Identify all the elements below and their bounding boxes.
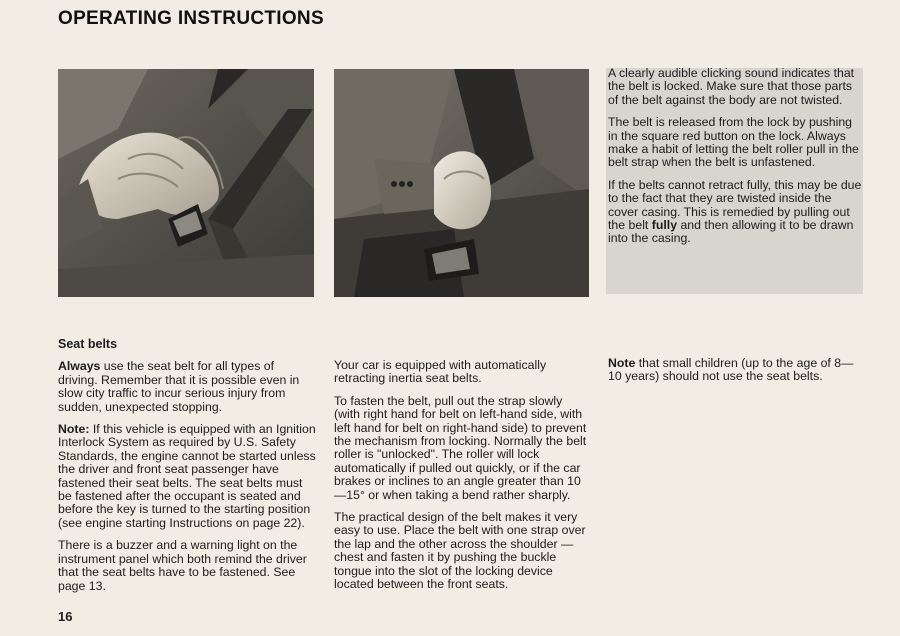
paragraph-retract: If the belts cannot retract fully, this may be due to the fact that they are twisted inside the cover casing. This is remedied by pulling out the belt fully and then allowing it to be drawn into the casing. <box>608 177 862 246</box>
paragraph-fasten: To fasten the belt, pull out the strap slowly (with right hand for belt on left-hand side, with left hand for belt on right-hand side) to prevent the mechanism from locking. Normally the belt roller is "unlocked". The roller will lock automatically if pulled out quickly, or if the car brakes or inclines to an angle greater than 10—15° or when taking a bend rather sharply. <box>334 393 587 502</box>
paragraph-equipped: Your car is equipped with automatically retracting inertia seat belts. <box>334 358 547 386</box>
page-title: OPERATING INSTRUCTIONS <box>58 8 324 29</box>
paragraph-buzzer: There is a buzzer and a warning light on the instrument panel which both remind the driver that the seat belts have to be fastened. See page 13. <box>58 538 307 593</box>
paragraph-releasing: The belt is released from the lock by pushing in the square red button on the lock. Always make a habit of letting the belt roller pull in the belt strap when the belt is unfastened. <box>608 115 859 170</box>
photo-fastening-belt <box>58 69 314 297</box>
photo-releasing-belt <box>334 69 589 297</box>
page-number: 16 <box>58 609 73 624</box>
paragraph-locking: A clearly audible clicking sound indicates that the belt is locked. Make sure that those parts of the belt against the body are not twisted. <box>608 66 855 107</box>
paragraph-note-interlock: Note: If this vehicle is equipped with an Ignition Interlock System as required by U.S. Safety Standards, the engine cannot be started unless the driver and front seat passenger have fastened their seat belts. The seat belts must be fastened after the occupant is seated and before the key is turned to the starting position (see engine starting Instructions on page 22). <box>58 422 316 530</box>
left-column <box>58 338 316 593</box>
right-column-bottom <box>608 357 866 393</box>
paragraph-design: The practical design of the belt makes it very easy to use. Place the belt with one strap over the lap and the other across the shoulder — chest and fasten it by pushing the buckle tongue into the slot of the locking device located between the front seats. <box>334 510 586 592</box>
section-heading: Seat belts <box>58 337 118 351</box>
right-column-top <box>608 67 862 255</box>
paragraph-always: Always use the seat belt for all types of driving. Remember that it is possible even in slow city traffic to incur serious injury from sudden, unexpected stopping. <box>58 359 300 414</box>
middle-column <box>334 359 590 592</box>
paragraph-children-note: Note that small children (up to the age of 8—10 years) should not use the seat belts. <box>608 356 854 384</box>
